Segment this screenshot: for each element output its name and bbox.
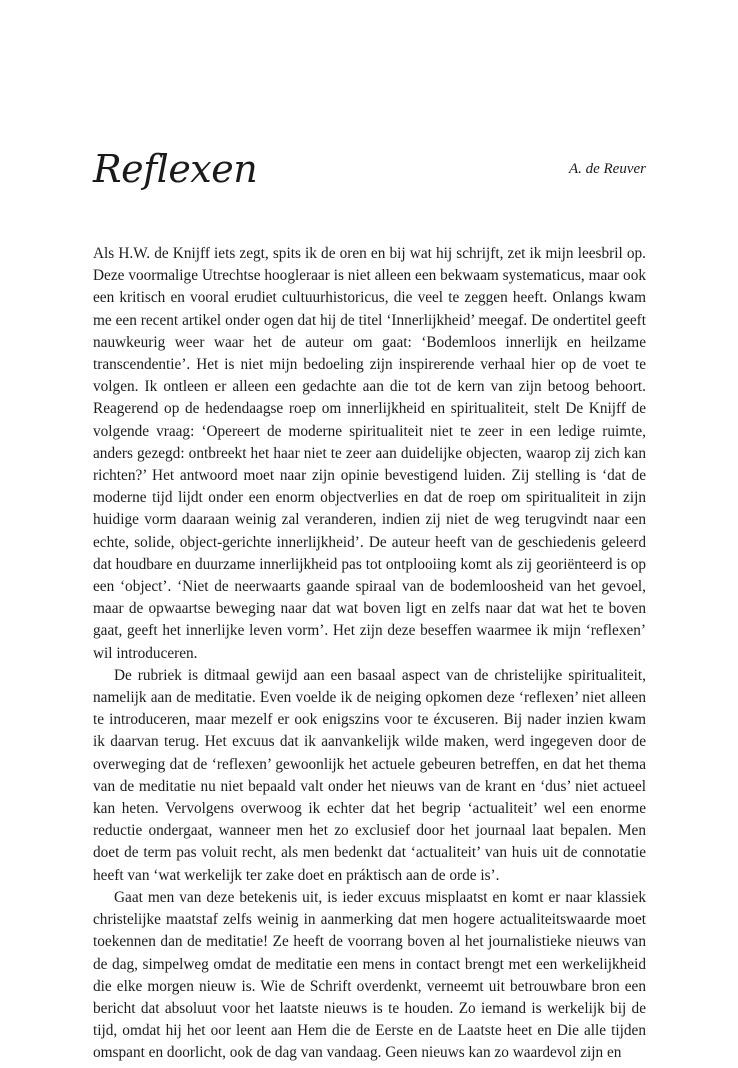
article-title: Reflexen <box>93 147 258 191</box>
article-header <box>93 143 646 195</box>
paragraph-2: De rubriek is ditmaal gewijd aan een basaal aspect van de christelijke spiritualiteit, namelijk aan de meditatie. Even voelde ik de neiging opkomen deze ‘reflexen’ niet alleen te introduceren, maar mezelf er ook enigszins voor te éxcuseren. Bij nader inzien kwam ik daarvan terug. Het excuus dat ik aanvankelijk wilde maken, werd ingegeven door de overweging dat de ‘reflexen’ gewoonlijk het actuele gebeuren betreffen, en dat het thema van de meditatie nu niet bepaald valt onder het nieuws van de krant en ‘dus’ niet actueel kan heten. Vervolgens overwoog ik echter dat het begrip ‘actualiteit’ wel een enorme reductie ondergaat, wanneer men het zo exclusief door het journaal laat bepalen. Men doet de term pas voluit recht, als men bedenkt dat ‘actualiteit’ van huis uit de connotatie heeft van ‘wat werkelijk ter zake doet en práktisch aan de orde is’. <box>93 666 646 884</box>
paragraph-1: Als H.W. de Knijff iets zegt, spits ik de oren en bij wat hij schrijft, zet ik mijn leesbril op. Deze voormalige Utrechtse hoogleraar is niet alleen een bekwaam systematicus, maar ook een kritisch en vooral erudiet cultuurhistoricus, die veel te zeggen heeft. Onlangs kwam me een recent artikel onder ogen dat hij de titel ‘Innerlijkheid’ meegaf. De ondertitel geeft nauwkeurig weer waar het de auteur om gaat: ‘Bodemloos innerlijk en heilzame transcendentie’. Het is niet mijn bedoeling zijn inspirerende verhaal hier op de voet te volgen. Ik ontleen er alleen een gedachte aan die tot de kern van zijn betoog behoort. Reagerend op de hedendaagse roep om innerlijkheid en spiritualiteit, stelt De Knijff de volgende vraag: ‘Opereert de moderne spiritualiteit niet te zeer in een ledige ruimte, anders gezegd: ontbreekt het haar niet te zeer aan duidelijke objecten, waarop zij zich kan richten?’ Het antwoord moet naar zijn opinie bevestigend luiden. Zij stelling is ‘dat de moderne tijd lijdt onder een enorm objectverlies en dat de roep om spiritualiteit in zijn huidige vorm daaraan weinig zal veranderen, indien zij niet de weg terugvindt naar een echte, solide, object-gerichte innerlijkheid’. De auteur heeft van de geschiedenis geleerd dat houdbare en duurzame innerlijkheid pas tot ontplooiing komt als zij georiënteerd is op een ‘object’. ‘Niet de neerwaarts gaande spiraal van de bodemloosheid van het gevoel, maar de opwaartse beweging naar dat wat boven ligt en zelfs naar dat wat het te boven gaat, geeft het innerlijke leven vorm’. Het zijn deze beseffen waarmee ik mijn ‘reflexen’ wil introduceren. <box>93 245 646 662</box>
article-body <box>93 243 646 1065</box>
paragraph-3: Gaat men van deze betekenis uit, is ieder excuus misplaatst en komt er naar klassiek christelijke maatstaf zelfs weinig in aanmerking dat men hogere actualiteitswaarde moet toekennen dan de meditatie! Ze heeft de voorrang boven al het journalistieke nieuws van de dag, simpelweg omdat de meditatie een mens in contact brengt met een werkelijkheid die elke morgen nieuw is. Wie de Schrift overdenkt, verneemt uit betrouwbare bron een bericht dat absoluut voor het laatste nieuws is te houden. Zo iemand is werkelijk bij de tijd, omdat hij het oor leent aan Hem die de Eerste en de Laatste heet en Die alle tijden omspant en doorlicht, ook de dag van vandaag. Geen nieuws kan zo waardevol zijn en <box>93 888 646 1062</box>
article-author: A. de Reuver <box>568 161 646 177</box>
